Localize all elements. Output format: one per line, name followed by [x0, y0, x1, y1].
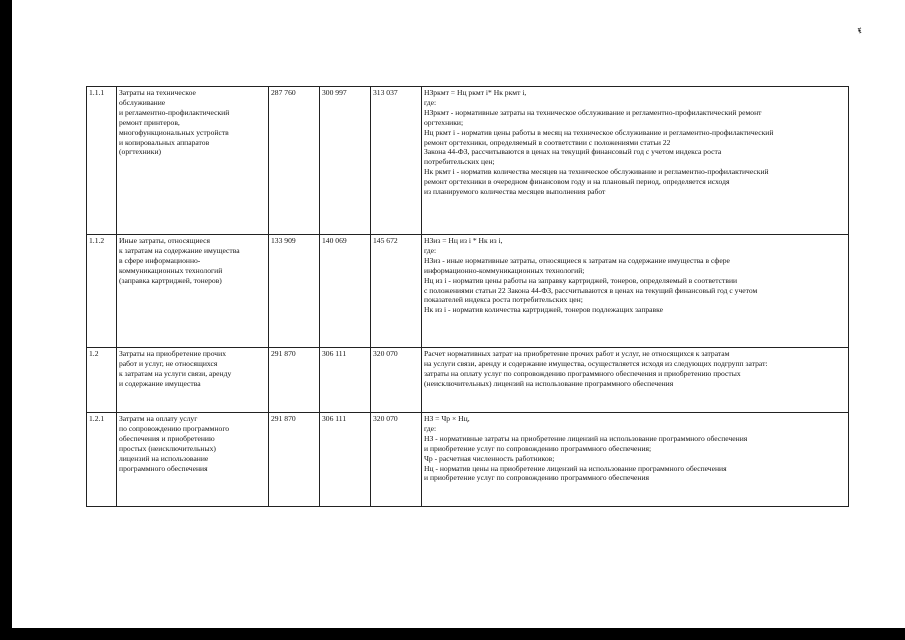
value-year-2: 306 111	[320, 348, 371, 413]
cost-norms-table	[86, 86, 849, 507]
expense-name-line: (оргтехники)	[119, 147, 162, 157]
description-line: и приобретение услуг по сопровождению программного обеспечения;	[424, 443, 652, 453]
scan-corner-mark: ᵲ	[856, 23, 864, 37]
description-line: где:	[424, 423, 437, 433]
scan-border-left	[0, 0, 12, 640]
description-line: НЗркмт - нормативные затраты на техническое обслуживание и регламентно-профилактический ремонт	[424, 107, 762, 117]
description-line: НЗ - нормативные затраты на приобретение лицензий на использование программного обеспечения	[424, 433, 748, 443]
description-line: потребительских цен;	[424, 157, 495, 167]
description-line: (неисключительных) лицензий на использование программного обеспечения	[424, 378, 674, 388]
expense-name-line: ремонт принтеров,	[119, 117, 180, 127]
value-year-1: 291 870	[269, 348, 320, 413]
expense-name-line: коммуникационных технологий	[119, 265, 223, 275]
formula-description-cell	[422, 413, 849, 507]
expense-name-line: лицензий на использование	[119, 453, 209, 463]
description-line: с положениями статьи 22 Закона 44-ФЗ, рассчитываются в ценах на текущий финансовый год с учетом	[424, 285, 758, 295]
description-line: НЗркмт = Нц ркмт i* Нк ркмт i,	[424, 88, 527, 97]
value-year-1: 133 909	[269, 235, 320, 348]
description-line: где:	[424, 245, 437, 255]
description-line: НЗ = Чр × Нц,	[424, 414, 470, 423]
formula-description-cell	[422, 348, 849, 413]
value-year-2: 300 997	[320, 87, 371, 235]
value-year-2: 140 069	[320, 235, 371, 348]
description-line: на услуги связи, аренду и содержание имущества, осуществляется исходя из следующих подгрупп затрат:	[424, 358, 768, 368]
expense-name-line: и регламентно-профилактический	[119, 107, 230, 117]
expense-name-line: (заправка картриджей, тонеров)	[119, 275, 222, 285]
description-line: ремонт оргтехники, определяемый в соответствии с положениями статьи 22	[424, 137, 671, 147]
expense-name-cell	[117, 348, 269, 413]
description-line: Нц - норматив цены на приобретение лицензий на использование программного обеспечения	[424, 463, 727, 473]
description-line: оргтехники;	[424, 117, 464, 127]
expense-name-line: многофункциональных устройств	[119, 127, 229, 137]
expense-name-line: к затратам на содержание имущества	[119, 245, 240, 255]
description-line: Расчет нормативных затрат на приобретение прочих работ и услуг, не относящихся к затратам	[424, 349, 730, 358]
row-number: 1.2.1	[87, 413, 117, 507]
value-year-1: 287 760	[269, 87, 320, 235]
expense-name-cell	[117, 235, 269, 348]
row-number: 1.2	[87, 348, 117, 413]
expense-name-line: работ и услуг, не относящихся	[119, 358, 218, 368]
description-line: Нц ркмт i - норматив цены работы в месяц на техническое обслуживание и регламентно-профилактический	[424, 127, 774, 137]
expense-name-line: обслуживание	[119, 97, 166, 107]
value-year-3: 145 672	[371, 235, 422, 348]
description-line: НЗиз = Нц из i * Нк из i,	[424, 236, 503, 245]
description-line: из планируемого количества месяцев выполнения работ	[424, 187, 606, 197]
row-number: 1.1.1	[87, 87, 117, 235]
expense-name-cell	[117, 413, 269, 507]
description-line: Нк ркмт i - норматив количества месяцев на техническое обслуживание и регламентно-профилактический	[424, 167, 769, 177]
value-year-1: 291 870	[269, 413, 320, 507]
expense-name-line: программного обеспечения	[119, 463, 208, 473]
value-year-3: 320 070	[371, 413, 422, 507]
scan-border-bottom	[0, 628, 905, 640]
expense-name-line: Затратм на оплату услуг	[119, 414, 198, 423]
formula-description-cell	[422, 87, 849, 235]
description-line: ремонт оргтехники в очередном финансовом году и на плановый период, определяется исходя	[424, 177, 730, 187]
expense-name-line: простых (неисключительных)	[119, 443, 216, 453]
description-line: Нк из i - норматив количества картриджей, тонеров подлежащих заправке	[424, 305, 664, 315]
table-row	[87, 348, 849, 413]
description-line: Закона 44-ФЗ, рассчитываются в ценах на текущий финансовый год с учетом индекса роста	[424, 147, 722, 157]
expense-name-line: в сфере информационно-	[119, 255, 201, 265]
table-row	[87, 235, 849, 348]
expense-name-cell	[117, 87, 269, 235]
table-row	[87, 87, 849, 235]
formula-description-cell	[422, 235, 849, 348]
expense-name-line: Затраты на приобретение прочих	[119, 349, 226, 358]
expense-name-line: и копировальных аппаратов	[119, 137, 210, 147]
description-line: затраты на оплату услуг по сопровождению программного обеспечения и приобретению простых	[424, 368, 741, 378]
value-year-2: 306 111	[320, 413, 371, 507]
description-line: Нц из i - норматив цены работы на заправку картриджей, тонеров, определяемый в соответствии	[424, 275, 738, 285]
expense-name-line: по сопровождению программного	[119, 423, 230, 433]
description-line: информационно-коммуникационных технологий;	[424, 265, 585, 275]
expense-name-line: Иные затраты, относящиеся	[119, 236, 210, 245]
expense-name-line: к затратам на услуги связи, аренду	[119, 368, 232, 378]
row-number: 1.1.2	[87, 235, 117, 348]
expense-name-line: обеспечения и приобретению	[119, 433, 215, 443]
table-row	[87, 413, 849, 507]
value-year-3: 320 070	[371, 348, 422, 413]
description-line: показателей индекса роста потребительских цен;	[424, 295, 583, 305]
description-line: и приобретение услуг по сопровождению программного обеспечения	[424, 473, 650, 483]
description-line: НЗиз - иные нормативные затраты, относящиеся к затратам на содержание имущества в сфере	[424, 255, 730, 265]
expense-name-line: и содержание имущества	[119, 378, 201, 388]
description-line: Чр - расчетная численность работников;	[424, 453, 555, 463]
description-line: где:	[424, 97, 437, 107]
value-year-3: 313 037	[371, 87, 422, 235]
expense-name-line: Затраты на техническое	[119, 88, 196, 97]
